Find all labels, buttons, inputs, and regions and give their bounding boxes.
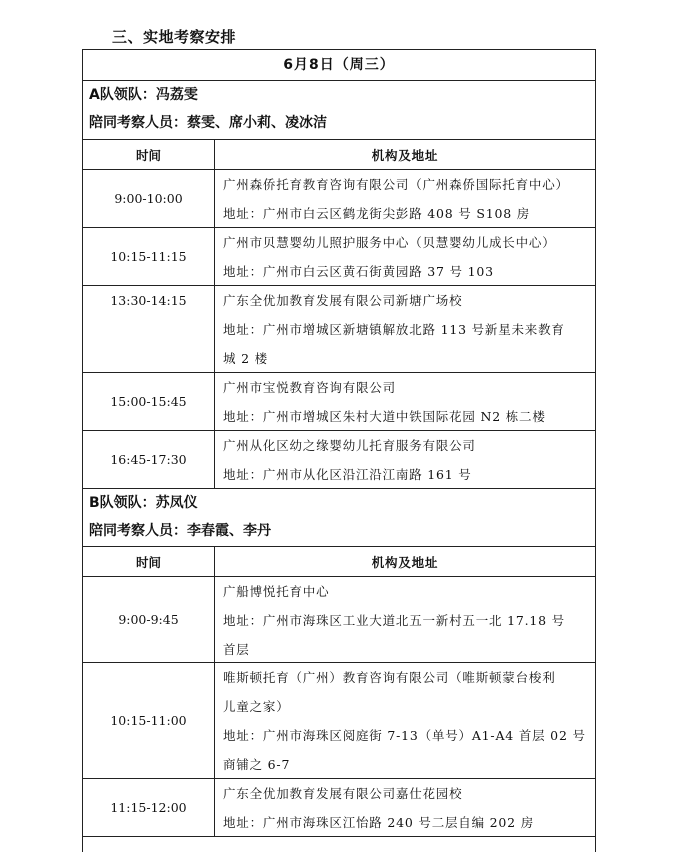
section-heading: 三、实地考察安排 [112,28,237,46]
org-address: 地址：广州市增城区新塘镇解放北路 113 号新星未来教育 [223,322,565,337]
time-column-header: 时间 [135,554,161,570]
org-address: 地址：广州市从化区沿江沿江南路 161 号 [223,467,472,482]
time-cell: 11:15-12:00 [110,800,187,815]
org-address: 地址：广州市海珠区江怡路 240 号二层自编 202 房 [223,815,535,830]
org-name: 广州市宝悦教育咨询有限公司 [223,380,396,395]
schedule-table [82,49,596,852]
table-row [83,286,595,373]
team-b-leader: B队领队：苏凤仪 [89,495,198,511]
team-b-column-header [83,547,595,577]
table-row [83,431,595,489]
table-row [83,577,595,663]
org-address: 地址：广州市海珠区工业大道北五一新村五一北 17.18 号 [223,613,565,628]
org-column-header: 机构及地址 [371,554,439,570]
team-b-leader-row [83,489,595,517]
date-label: 6月8日（周三） [283,57,395,73]
org-address: 地址：广州市白云区黄石街黄园路 37 号 103 [223,264,494,279]
org-name: 广东全优加教育发展有限公司新塘广场校 [223,293,463,308]
team-a-leader: A队领队：冯荔雯 [89,87,198,103]
team-a-companions: 陪同考察人员：蔡雯、席小莉、凌冰洁 [89,115,327,131]
time-cell: 15:00-15:45 [110,394,187,409]
org-name: 广州森侨托育教育咨询有限公司（广州森侨国际托育中心） [223,177,569,192]
org-name: 广东全优加教育发展有限公司嘉仕花园校 [223,786,463,801]
org-address: 地址：广州市白云区鹤龙街尖彭路 408 号 S108 房 [223,206,531,221]
time-cell: 10:15-11:00 [110,713,187,728]
org-address-cont: 商铺之 6-7 [223,757,291,772]
team-a-companions-row [83,109,595,140]
org-address: 地址：广州市海珠区阅庭街 7-13（单号）A1-A4 首层 02 号 [223,728,586,743]
org-name: 广船博悦托育中心 [223,584,330,599]
team-a-leader-row [83,81,595,109]
org-address: 地址：广州市增城区朱村大道中铁国际花园 N2 栋二楼 [223,409,546,424]
org-column-header: 机构及地址 [371,147,439,163]
org-address-cont: 首层 [223,642,250,657]
time-cell: 16:45-17:30 [110,452,187,467]
team-a-column-header [83,140,595,170]
table-row [83,779,595,837]
table-row [83,373,595,431]
time-cell: 9:00-10:00 [114,191,183,206]
date-row [83,50,595,81]
table-row [83,663,595,779]
org-address-cont: 城 2 楼 [223,351,268,366]
team-b-companions-row [83,517,595,547]
table-row [83,228,595,286]
time-cell: 13:30-14:15 [110,293,187,308]
org-name-cont: 儿童之家） [223,699,290,714]
org-name: 广州从化区幼之缘婴幼儿托育服务有限公司 [223,438,476,453]
time-column-header: 时间 [135,147,161,163]
team-b-companions: 陪同考察人员：李春霞、李丹 [89,523,271,539]
time-cell: 9:00-9:45 [118,612,179,627]
table-row [83,170,595,228]
org-name: 广州市贝慧婴幼儿照护服务中心（贝慧婴幼儿成长中心） [223,235,556,250]
org-name: 唯斯顿托育（广州）教育咨询有限公司（唯斯顿蒙台梭利 [223,670,556,685]
time-cell: 10:15-11:15 [110,249,187,264]
